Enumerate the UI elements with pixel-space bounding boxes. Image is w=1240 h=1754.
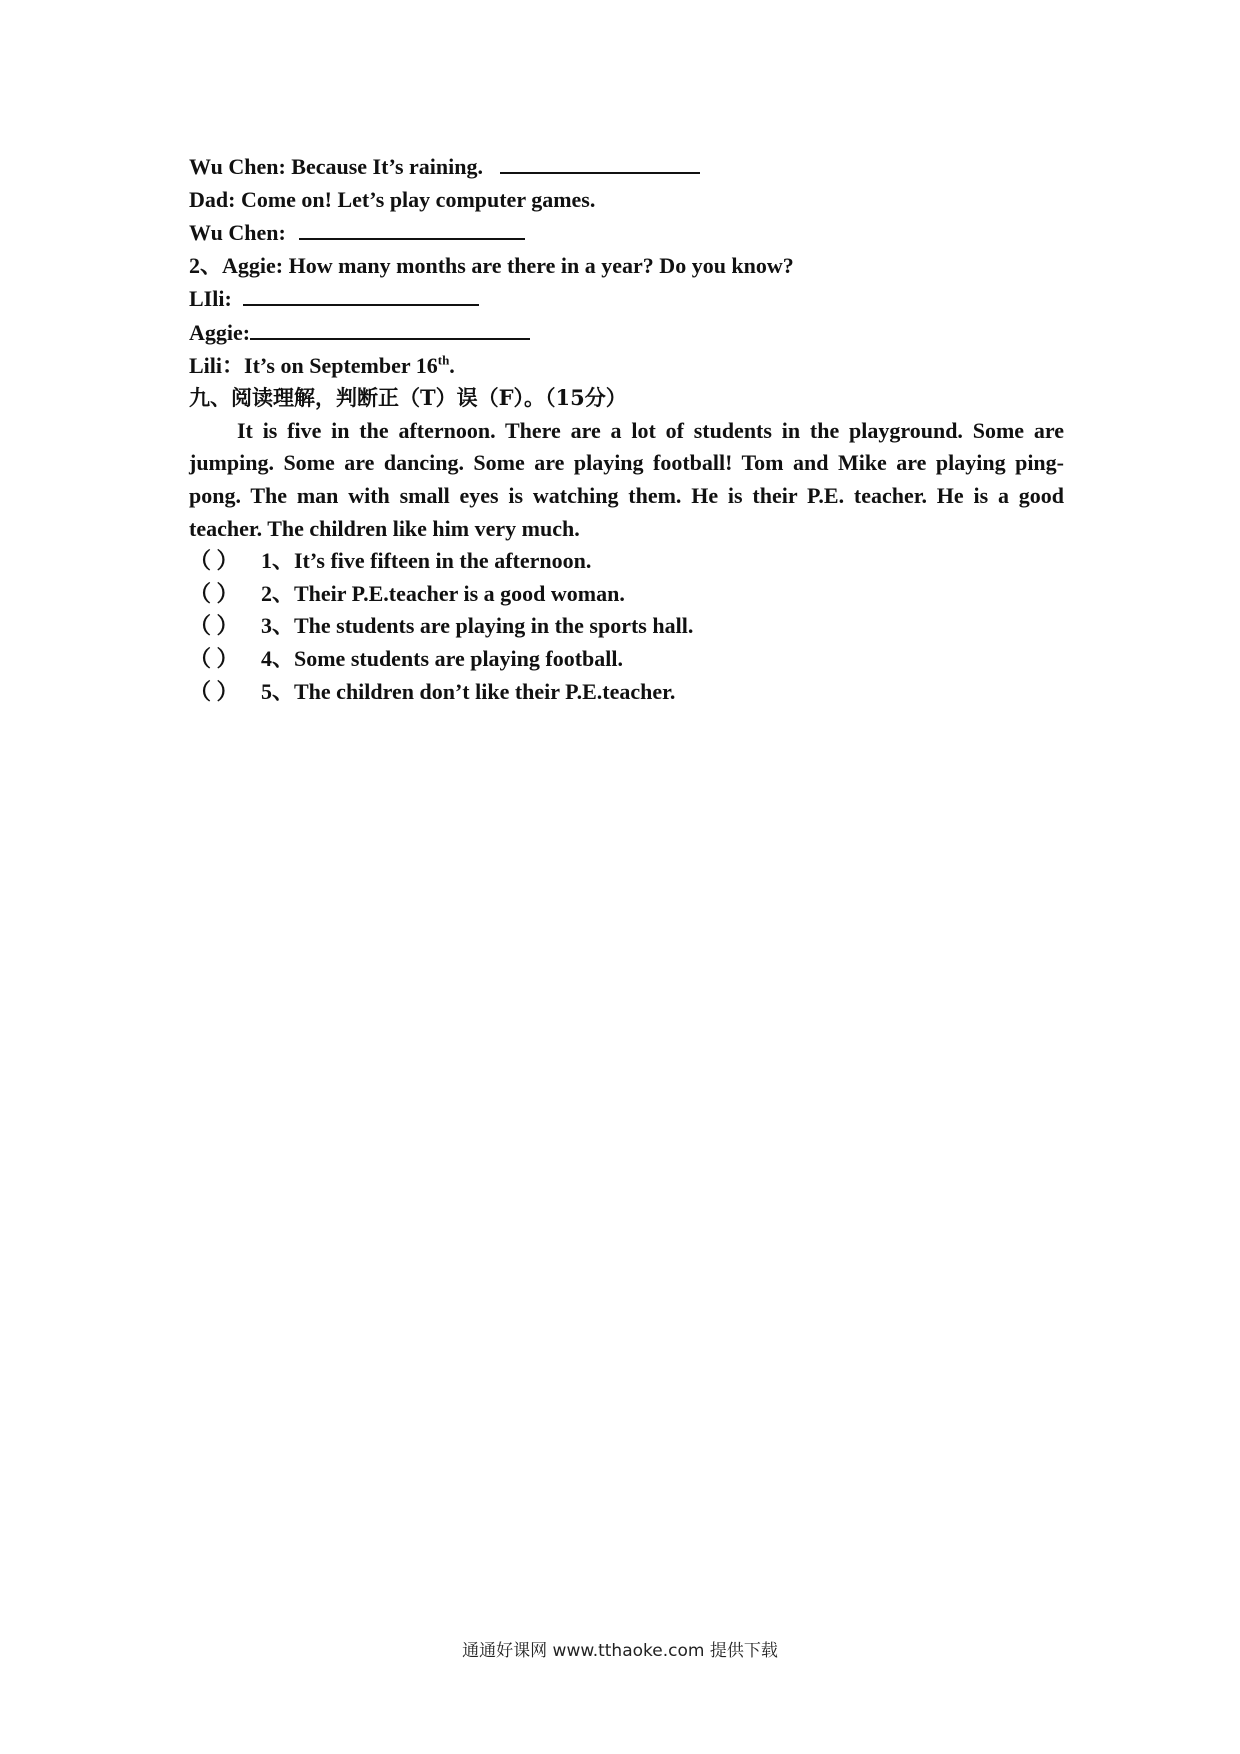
answer-parentheses[interactable]: （ ）	[189, 645, 239, 671]
reading-passage: It is five in the afternoon. There are a lot of students in the playground. Some are jumping. Some are dancing. Some are playing football! Tom and Mike are playing ping-pong. The man with small eyes is watching them. He is their P.E. teacher. He is a good teacher. The children like him very much.	[189, 417, 1064, 541]
answer-parentheses[interactable]: （ ）	[189, 678, 239, 704]
question-item: （ ） 5、The children don’t like their P.E.teacher.	[189, 676, 1064, 709]
dialog-line: Wu Chen: Because It’s raining.	[189, 150, 1064, 184]
dialog-line: Aggie:	[189, 316, 1064, 350]
dialog-line: Wu Chen:	[189, 216, 1064, 250]
answer-blank[interactable]	[500, 150, 700, 174]
answer-parentheses[interactable]: （ ）	[189, 548, 239, 574]
answer-parentheses[interactable]: （ ）	[189, 613, 239, 639]
question-item: （ ） 2、Their P.E.teacher is a good woman.	[189, 578, 1064, 611]
answer-blank[interactable]	[299, 216, 525, 240]
answer-parentheses[interactable]: （ ）	[189, 580, 239, 606]
answer-blank[interactable]	[243, 282, 479, 306]
worksheet-content	[189, 150, 1064, 708]
dialog-line: 2、Aggie: How many months are there in a year? Do you know?	[189, 252, 794, 278]
dialog-line: LIli:	[189, 282, 1064, 316]
page-footer: 通通好课网 www.tthaoke.com 提供下载	[462, 1641, 778, 1661]
dialog-line: Dad: Come on! Let’s play computer games.	[189, 186, 596, 212]
question-item: （ ） 1、It’s five fifteen in the afternoon.	[189, 545, 1064, 578]
dialog-line: Lili：It’s on September 16th.	[189, 352, 455, 378]
section-heading: 九、阅读理解，判断正（T）误（F）。（15分）	[189, 385, 627, 411]
answer-blank[interactable]	[250, 316, 530, 340]
question-item: （ ） 3、The students are playing in the sports hall.	[189, 610, 1064, 643]
question-item: （ ） 4、Some students are playing football.	[189, 643, 1064, 676]
